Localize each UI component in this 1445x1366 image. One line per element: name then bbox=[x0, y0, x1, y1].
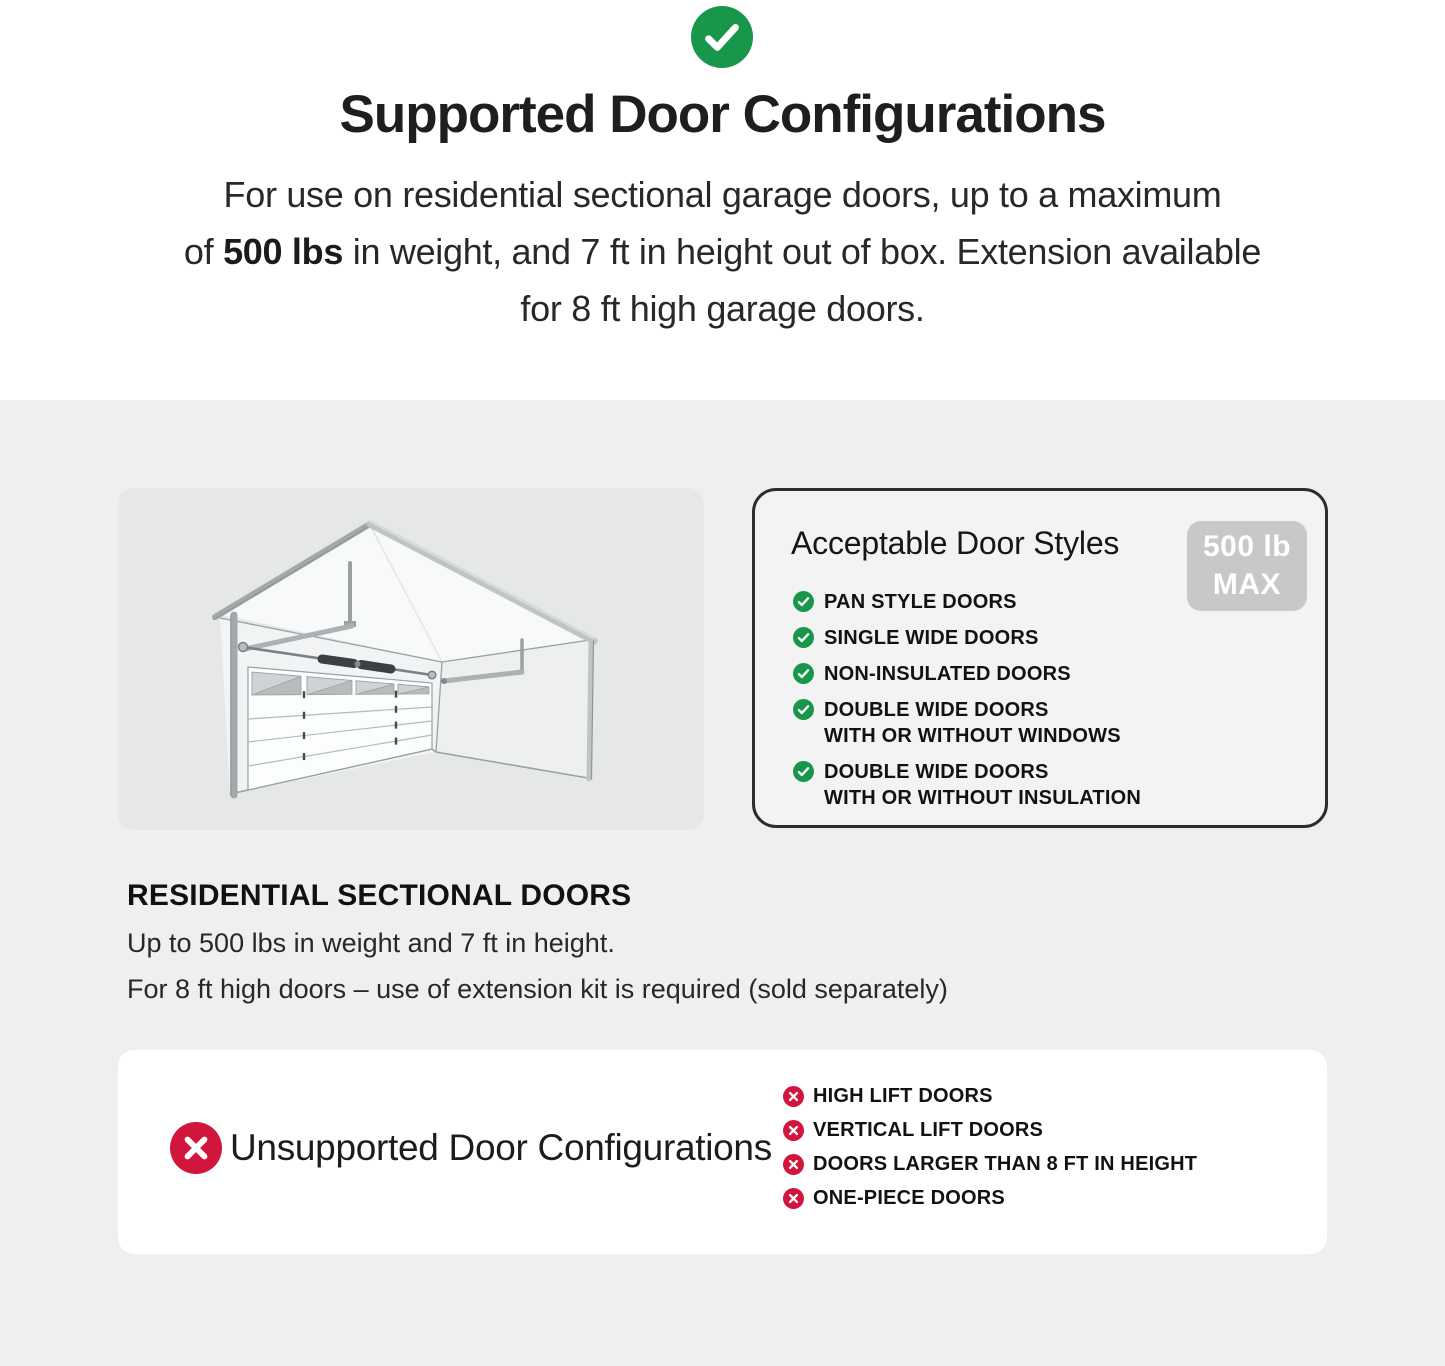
unsupported-list bbox=[783, 1086, 1197, 1222]
check-circle-icon bbox=[793, 699, 814, 720]
check-circle-icon bbox=[691, 6, 753, 68]
residential-heading: RESIDENTIAL SECTIONAL DOORS bbox=[127, 879, 632, 912]
x-circle-icon bbox=[783, 1188, 804, 1209]
check-circle-icon bbox=[793, 627, 814, 648]
list-item: HIGH LIFT DOORS bbox=[783, 1086, 1197, 1107]
x-circle-icon bbox=[783, 1086, 804, 1107]
content-section bbox=[0, 400, 1445, 1366]
acceptable-styles-title: Acceptable Door Styles bbox=[791, 525, 1120, 561]
residential-detail-weight: Up to 500 lbs in weight and 7 ft in height. bbox=[127, 928, 615, 958]
list-item: VERTICAL LIFT DOORS bbox=[783, 1120, 1197, 1141]
x-circle-icon bbox=[783, 1154, 804, 1175]
list-item: ONE-PIECE DOORS bbox=[783, 1188, 1197, 1209]
subtitle-line: of 500 lbs in weight, and 7 ft in height out of box. Extension available bbox=[183, 231, 1262, 272]
acceptable-styles-list bbox=[793, 589, 1141, 821]
garage-illustration-card bbox=[118, 488, 704, 830]
garage-right-wall bbox=[436, 640, 590, 778]
list-item: NON-INSULATED DOORS bbox=[793, 661, 1141, 687]
list-item: DOUBLE WIDE DOORS WITH OR WITHOUT WINDOWS bbox=[793, 697, 1141, 749]
acceptable-styles-box bbox=[752, 488, 1328, 828]
unsupported-label: Unsupported Door Configurations bbox=[230, 1127, 772, 1168]
x-circle-icon bbox=[170, 1122, 222, 1174]
x-circle-icon bbox=[783, 1120, 804, 1141]
check-circle-icon bbox=[793, 591, 814, 612]
list-item: DOUBLE WIDE DOORS WITH OR WITHOUT INSULATION bbox=[793, 759, 1141, 811]
check-circle-icon bbox=[793, 761, 814, 782]
weight-limit-badge: 500 lb MAX bbox=[1187, 521, 1307, 611]
subtitle-line: for 8 ft high garage doors. bbox=[520, 288, 925, 329]
list-item: SINGLE WIDE DOORS bbox=[793, 625, 1141, 651]
list-item: DOORS LARGER THAN 8 FT IN HEIGHT bbox=[783, 1154, 1197, 1175]
page-subtitle bbox=[0, 166, 1445, 337]
residential-detail-extension: For 8 ft high doors – use of extension kit is required (sold separately) bbox=[127, 974, 948, 1004]
check-circle-icon bbox=[793, 663, 814, 684]
unsupported-box bbox=[118, 1050, 1327, 1254]
subtitle-line: For use on residential sectional garage doors, up to a maximum bbox=[223, 174, 1222, 215]
list-item: PAN STYLE DOORS bbox=[793, 589, 1141, 615]
garage-interior-illustration bbox=[118, 488, 704, 830]
page-title: Supported Door Configurations bbox=[339, 85, 1106, 144]
